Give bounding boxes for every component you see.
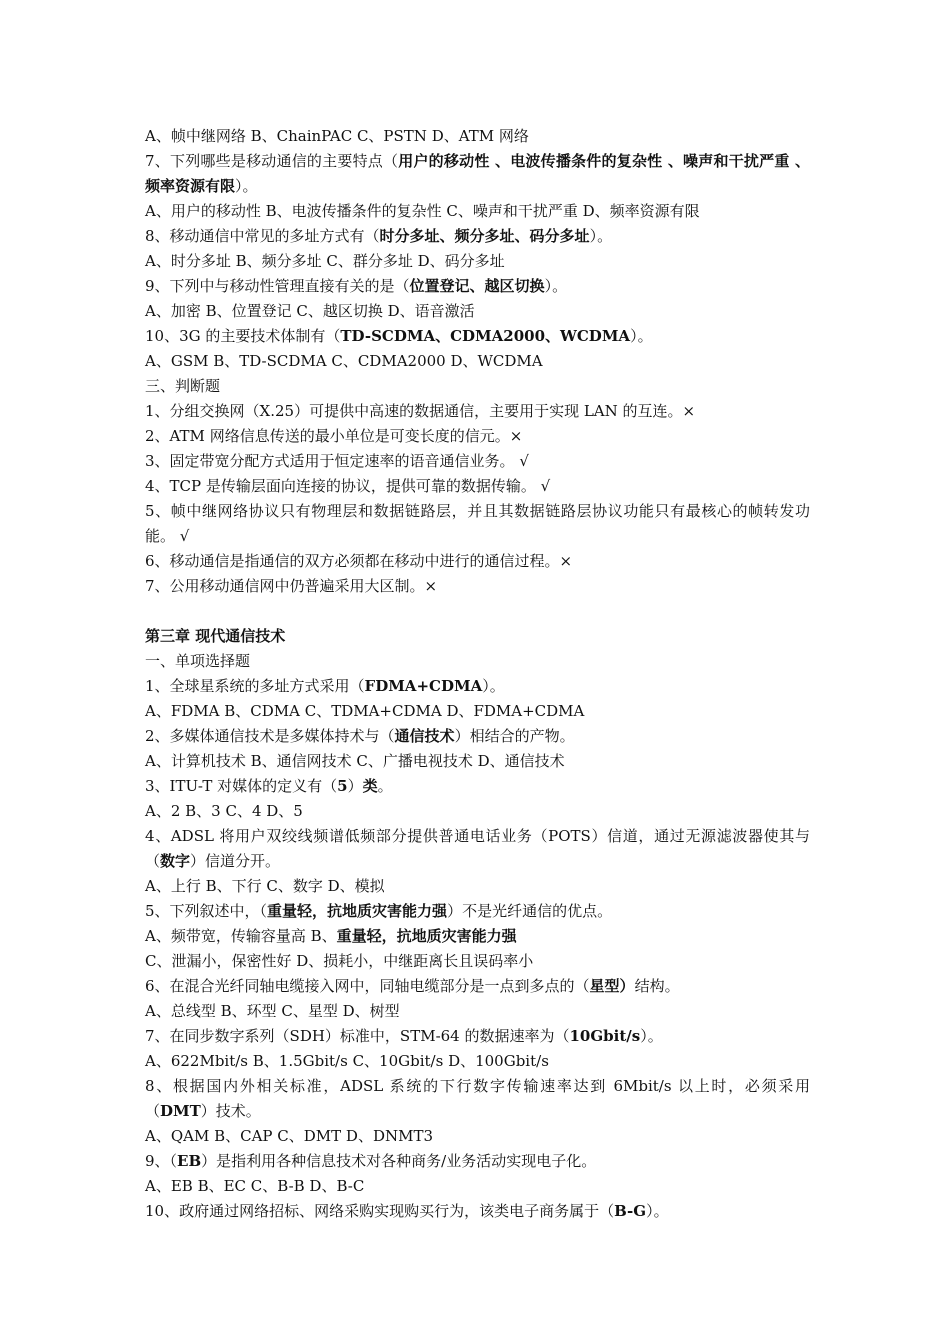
text-line — [145, 749, 810, 774]
line-text: 7、下列哪些是移动通信的主要特点（ — [145, 152, 399, 170]
line-text: 9、（ — [145, 1152, 178, 1170]
text-line — [145, 949, 810, 974]
line-text: A、QAM B、CAP C、DMT D、DNMT3 — [145, 1127, 434, 1145]
answer-text: TD-SCDMA、CDMA2000、WCDMA — [340, 327, 631, 345]
answer-text: 数字 — [160, 852, 191, 870]
line-text: 。 — [377, 777, 393, 795]
line-text: 4、ADSL 将用户双绞线频谱低频部分提供普通电话业务（POTS）信道，通过无源滤波器使其与（ — [145, 827, 810, 870]
text-line — [145, 924, 810, 949]
text-line — [145, 299, 810, 324]
text-line — [145, 149, 810, 199]
section-answers-part2 — [145, 124, 810, 599]
text-line — [145, 424, 810, 449]
answer-text: 5 — [337, 777, 348, 795]
text-line — [145, 699, 810, 724]
line-text: A、FDMA B、CDMA C、TDMA+CDMA D、FDMA+CDMA — [145, 702, 585, 720]
text-line — [145, 399, 810, 424]
line-text: 2、多媒体通信技术是多媒体持术与（ — [145, 727, 395, 745]
line-text: 7、在同步数字系列（SDH）标准中，STM-64 的数据速率为（ — [145, 1027, 570, 1045]
line-text: 6、移动通信是指通信的双方必须都在移动中进行的通信过程。× — [145, 552, 573, 570]
answer-text: 时分多址、频分多址、码分多址 — [379, 227, 590, 245]
text-line — [145, 899, 810, 924]
line-text: 三、判断题 — [145, 377, 221, 395]
line-text: 1、全球星系统的多址方式采用（ — [145, 677, 365, 695]
line-text: 5、下列叙述中，（ — [145, 902, 268, 920]
text-line — [145, 549, 810, 574]
line-text: 结构。 — [634, 977, 680, 995]
line-text: ）。 — [630, 327, 653, 345]
chapter-title: 第三章 现代通信技术 — [145, 627, 286, 645]
text-line — [145, 374, 810, 399]
line-text: ）。 — [482, 677, 505, 695]
answer-text: FDMA+CDMA — [364, 677, 483, 695]
line-text: 3、ITU-T 对媒体的定义有（ — [145, 777, 338, 795]
line-text: 7、公用移动通信网中仍普遍采用大区制。× — [145, 577, 438, 595]
answer-text: DMT — [160, 1102, 201, 1120]
line-text: 一、单项选择题 — [145, 652, 251, 670]
line-text: A、帧中继网络 B、ChainPAC C、PSTN D、ATM 网络 — [145, 127, 529, 145]
text-line — [145, 474, 810, 499]
line-text: A、2 B、3 C、4 D、5 — [145, 802, 303, 820]
text-line — [145, 1124, 810, 1149]
chapter-questions — [145, 649, 810, 1224]
blank-line — [145, 599, 810, 624]
line-text: A、总线型 B、环型 C、星型 D、树型 — [145, 1002, 400, 1020]
line-text: 10、政府通过网络招标、网络采购实现购买行为，该类电子商务属于（ — [145, 1202, 615, 1220]
answer-text: B-G — [614, 1202, 647, 1220]
line-text: 6、在混合光纤同轴电缆接入网中，同轴电缆部分是一点到多点的（ — [145, 977, 590, 995]
text-line — [145, 574, 810, 599]
line-text: 8、根据国内外相关标准，ADSL 系统的下行数字传输速率达到 6Mbit/s 以上时，必须采用（ — [145, 1077, 810, 1120]
answer-text: 用户的移动性 、电波传播条件的复杂性 、噪声和干扰严重 、频率资源有限 — [145, 152, 811, 195]
line-text: ）相结合的产物。 — [454, 727, 575, 745]
text-line — [145, 1199, 810, 1224]
line-text: A、频带宽，传输容量高 B、 — [145, 927, 337, 945]
line-text: 4、TCP 是传输层面向连接的协议，提供可靠的数据传输。 √ — [145, 477, 551, 495]
text-line — [145, 224, 810, 249]
text-line — [145, 674, 810, 699]
text-line — [145, 649, 810, 674]
line-text: A、622Mbit/s B、1.5Gbit/s C、10Gbit/s D、100Gbit/s — [145, 1052, 549, 1070]
line-text: ）。 — [589, 227, 613, 245]
line-text: A、GSM B、TD-SCDMA C、CDMA2000 D、WCDMA — [145, 352, 543, 370]
line-text: A、计算机技术 B、通信网技术 C、广播电视技术 D、通信技术 — [145, 752, 565, 770]
text-line — [145, 124, 810, 149]
document-content — [145, 124, 810, 1224]
line-text: ）信道分开。 — [190, 852, 281, 870]
answer-text: 重量轻，抗地质灾害能力强 — [267, 902, 448, 920]
line-text: ）技术。 — [200, 1102, 261, 1120]
line-text: A、上行 B、下行 C、数字 D、模拟 — [145, 877, 385, 895]
line-text: ） — [347, 777, 363, 795]
text-line — [145, 824, 810, 874]
text-line — [145, 974, 810, 999]
line-text: ）。 — [235, 177, 258, 195]
text-line — [145, 1024, 810, 1049]
answer-text: 类 — [362, 777, 378, 795]
line-text: 5、帧中继网络协议只有物理层和数据链路层，并且其数据链路层协议功能只有最核心的帧转发功能。 √ — [145, 502, 810, 545]
text-line — [145, 499, 810, 549]
line-text: ）。 — [646, 1202, 669, 1220]
text-line — [145, 324, 810, 349]
line-text: A、加密 B、位置登记 C、越区切换 D、语音激活 — [145, 302, 475, 320]
line-text: C、泄漏小，保密性好 D、损耗小，中继距离长且误码率小 — [145, 952, 534, 970]
answer-text: 星型） — [589, 977, 635, 995]
text-line — [145, 1149, 810, 1174]
text-line — [145, 199, 810, 224]
text-line — [145, 874, 810, 899]
text-line — [145, 1074, 810, 1124]
text-line — [145, 1174, 810, 1199]
answer-text: 10Gbit/s — [569, 1027, 641, 1045]
line-text: 2、ATM 网络信息传送的最小单位是可变长度的信元。× — [145, 427, 523, 445]
answer-text: 重量轻，抗地质灾害能力强 — [336, 927, 517, 945]
line-text: ）。 — [544, 277, 568, 295]
text-line — [145, 724, 810, 749]
line-text: 1、分组交换网（X.25）可提供中高速的数据通信，主要用于实现 LAN 的互连。× — [145, 402, 696, 420]
line-text: A、用户的移动性 B、电波传播条件的复杂性 C、噪声和干扰严重 D、频率资源有限 — [145, 202, 700, 220]
text-line — [145, 349, 810, 374]
text-line — [145, 999, 810, 1024]
line-text: 3、固定带宽分配方式适用于恒定速率的语音通信业务。 √ — [145, 452, 529, 470]
text-line — [145, 774, 810, 799]
text-line — [145, 249, 810, 274]
line-text: ）不是光纤通信的优点。 — [447, 902, 613, 920]
text-line — [145, 1049, 810, 1074]
line-text: 10、3G 的主要技术体制有（ — [145, 327, 341, 345]
text-line — [145, 799, 810, 824]
answer-text: EB — [177, 1152, 202, 1170]
answer-text: 通信技术 — [394, 727, 455, 745]
line-text: ）是指利用各种信息技术对各种商务/业务活动实现电子化。 — [201, 1152, 597, 1170]
text-line — [145, 449, 810, 474]
line-text: 8、移动通信中常见的多址方式有（ — [145, 227, 380, 245]
text-line — [145, 274, 810, 299]
line-text: ）。 — [640, 1027, 663, 1045]
line-text: 9、下列中与移动性管理直接有关的是（ — [145, 277, 410, 295]
answer-text: 位置登记、越区切换 — [409, 277, 545, 295]
line-text: A、EB B、EC C、B-B D、B-C — [145, 1177, 365, 1195]
line-text: A、时分多址 B、频分多址 C、群分多址 D、码分多址 — [145, 252, 505, 270]
